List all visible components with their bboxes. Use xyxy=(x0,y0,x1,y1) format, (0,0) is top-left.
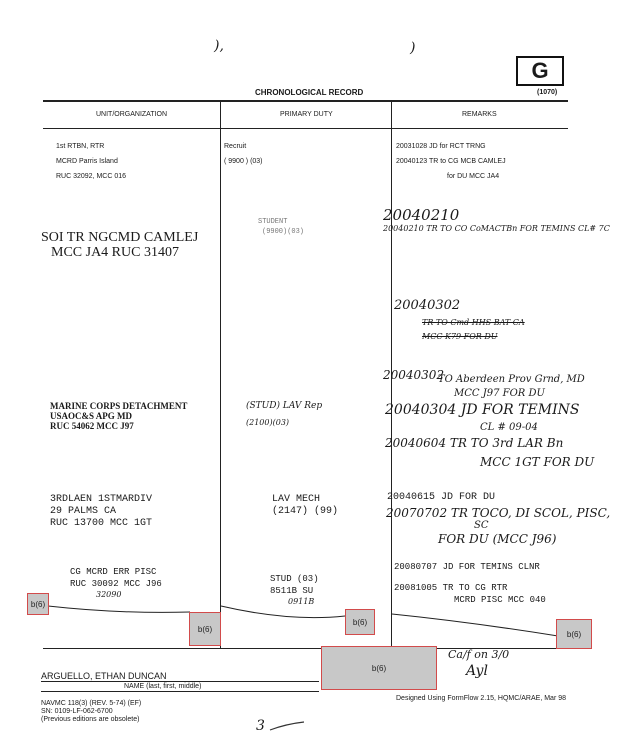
entry3-remark-line1: 20040302 xyxy=(394,298,461,313)
entry1-duty-line1: Recruit xyxy=(224,143,247,150)
entry6-duty-line2: 8511B SU xyxy=(270,586,314,596)
entry5-remark-line3: SC xyxy=(474,520,489,531)
entry6-remark-line2: 20081005 TR TO CG RTR xyxy=(394,583,508,593)
header-duty: PRIMARY DUTY xyxy=(280,111,333,118)
scan-curve-left xyxy=(48,606,190,612)
entry4-unit-line2: USAOC&S APG MD xyxy=(50,411,133,421)
entry4-duty-line2: (2100)(03) xyxy=(246,418,290,427)
entry6-duty-line3: 0911B xyxy=(288,597,315,606)
table-header-rule xyxy=(43,128,568,129)
stock-number: SN: 0109-LF-062-6700 xyxy=(41,708,113,715)
scan-edge-curve xyxy=(0,592,623,642)
header-unit: UNIT/ORGANIZATION xyxy=(96,111,168,118)
redaction-box: b(6) xyxy=(345,609,375,635)
entry6-unit-line1: CG MCRD ERR PISC xyxy=(70,567,157,577)
entry1-remark-line2: 20040123 TR to CG MCB CAMLEJ xyxy=(396,158,506,165)
entry1-unit-line1: 1st RTBN, RTR xyxy=(56,143,105,150)
member-name: ARGUELLO, ETHAN DUNCAN xyxy=(41,671,167,681)
entry4-remark-line4: 20040304 JD FOR TEMINS xyxy=(385,402,580,418)
entry2-remark-line1: 20040210 xyxy=(383,206,460,224)
scan-mark-right: ) xyxy=(410,40,416,56)
entry2-unit-line2: MCC JA4 RUC 31407 xyxy=(51,245,179,260)
entry6-unit-line2: RUC 30092 MCC J96 xyxy=(70,579,162,589)
name-rule xyxy=(41,681,319,682)
entry4-remark-line2: TO Aberdeen Prov Grnd, MD xyxy=(438,374,585,385)
entry5-remark-line1: 20040615 JD FOR DU xyxy=(387,492,496,503)
entry5-duty-line2: (2147) (99) xyxy=(272,506,339,517)
signature-initials: Ayl xyxy=(466,663,488,679)
entry2-duty-stamp-line2: (9900)(03) xyxy=(262,228,305,236)
entry1-unit-line2: MCRD Parris Island xyxy=(56,158,118,165)
entry5-remark-line2: 20070702 TR TOCO, DI SCOL, PISC, xyxy=(386,506,611,520)
form-code: (1070) xyxy=(537,89,558,96)
entry1-remark-line3: for DU MCC JA4 xyxy=(447,173,500,180)
redaction-box: b(6) xyxy=(189,612,221,646)
entry2-remark-line2: 20040210 TR TO CO CoMACTBn FOR TEMINS CL# 7C xyxy=(383,224,610,233)
form-title: CHRONOLOGICAL RECORD xyxy=(255,88,364,97)
entry6-remark-line3: MCRD PISC MCC 040 xyxy=(454,595,546,605)
entry4-duty-line1: (STUD) LAV Rep xyxy=(246,401,323,411)
entry5-remark-line4: FOR DU (MCC J96) xyxy=(438,532,557,546)
entry4-remark-line5: CL # 09-04 xyxy=(480,422,538,433)
table-top-rule xyxy=(43,100,568,102)
entry4-remark-line6: 20040604 TR TO 3rd LAR Bn xyxy=(385,436,564,450)
entry3-remark-line2: TR TO Cmd HHS BAT CA xyxy=(422,318,525,327)
entry6-remark-line1: 20080707 JD FOR TEMINS CLNR xyxy=(394,562,540,572)
entry5-duty-line1: LAV MECH xyxy=(272,494,321,505)
entry5-unit-line2: 29 PALMS CA xyxy=(50,506,117,517)
entry4-remark-line7: MCC 1GT FOR DU xyxy=(480,455,595,469)
designed-using-note: Designed Using FormFlow 2.15, HQMC/ARAE, Mar 98 xyxy=(396,695,566,702)
scan-curve-mid xyxy=(221,606,345,618)
entry1-unit-line3: RUC 32092, MCC 016 xyxy=(56,173,127,180)
entry4-remark-line1: 20040302 xyxy=(383,368,445,382)
name-label-rule xyxy=(41,691,319,692)
name-label: NAME (last, first, middle) xyxy=(124,683,202,690)
redaction-box: b(6) xyxy=(321,646,437,690)
editions-note: (Previous editions are obsolete) xyxy=(41,716,140,723)
entry6-duty-line1: STUD (03) xyxy=(270,574,319,584)
entry2-duty-stamp-line1: STUDENT xyxy=(258,218,288,226)
entry1-remark-line1: 20031028 JD for RCT TRNG xyxy=(396,143,486,150)
entry1-duty-line2: ( 9900 ) (03) xyxy=(224,158,263,165)
scan-mark-left: ), xyxy=(214,38,224,54)
entry4-unit-line1: MARINE CORPS DETACHMENT xyxy=(50,401,188,411)
entry4-unit-line3: RUC 54062 MCC J97 xyxy=(50,421,134,431)
signature-note: Ca/f on 3/0 xyxy=(448,648,510,661)
entry6-unit-line3: 32090 xyxy=(96,590,122,599)
page-mark-stroke xyxy=(268,720,308,734)
redaction-box: b(6) xyxy=(556,619,592,649)
entry5-unit-line3: RUC 13700 MCC 1GT xyxy=(50,518,153,529)
entry3-remark-line3: MCC K79 FOR DU xyxy=(422,332,498,341)
entry5-unit-line1: 3RDLAEN 1STMARDIV xyxy=(50,494,153,505)
entry4-remark-line3: MCC J97 FOR DU xyxy=(454,388,545,399)
entry2-unit-line1: SOI TR NGCMD CAMLEJ xyxy=(41,230,199,245)
column-divider-1 xyxy=(220,100,221,648)
redaction-box: b(6) xyxy=(27,593,49,615)
scan-curve-right xyxy=(392,614,558,636)
header-remarks: REMARKS xyxy=(462,111,497,118)
form-letter-box: G xyxy=(516,56,564,86)
page-mark: 3 xyxy=(256,718,265,734)
form-number: NAVMC 118(3) (REV. 5-74) (EF) xyxy=(41,700,142,707)
